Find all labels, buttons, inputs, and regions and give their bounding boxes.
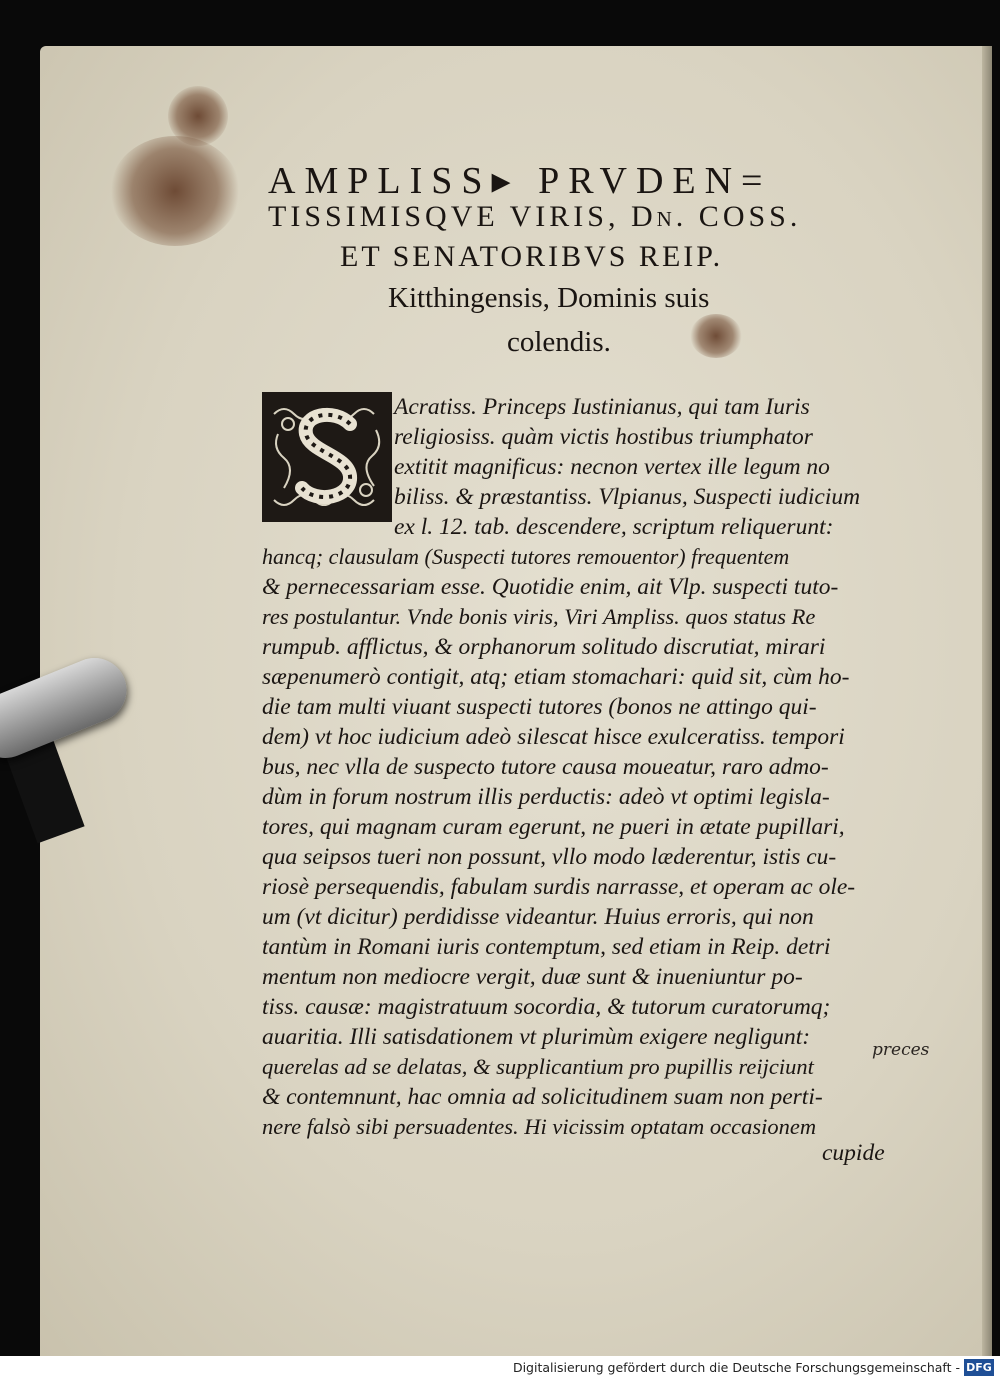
dedication-heading-line-1: AMPLISS▸ PRVDEN= xyxy=(268,160,772,202)
text-line: & contemnunt, hac omnia ad solicitudinem suam non perti- xyxy=(262,1084,823,1110)
text-line: dem) vt hoc iudicium adeò silescat hisce exulceratiss. tempori xyxy=(262,724,845,750)
text-line: qua seipsos tueri non possunt, vllo modo læderentur, istis cu- xyxy=(262,844,837,870)
text-line: mentum non mediocre vergit, duæ sunt & inueniuntur po- xyxy=(262,964,803,990)
text-line: sæpenumerò contigit, atq; etiam stomachari: quid sit, cùm ho- xyxy=(262,664,850,690)
text-line: hancq; clausulam (Suspecti tutores remouentor) frequentem xyxy=(262,544,790,569)
text-line: religiosiss. quàm victis hostibus triumphator xyxy=(394,424,813,450)
text-line: um (vt dicitur) perdidisse videantur. Huius erroris, qui non xyxy=(262,904,814,930)
decorated-initial-s xyxy=(262,392,392,522)
dfg-logo-icon: DFG xyxy=(964,1359,994,1376)
text-line: tiss. causæ: magistratuum socordia, & tutorum curatorumq; xyxy=(262,994,831,1020)
funding-notice: Digitalisierung gefördert durch die Deutsche Forschungsgemeinschaft - xyxy=(512,1360,960,1375)
page-edge xyxy=(982,46,992,1356)
footer-bar xyxy=(0,1356,1000,1379)
dedication-heading-line-4: Kitthingensis, Dominis suis xyxy=(388,282,710,314)
text-line: res postulantur. Vnde bonis viris, Viri Ampliss. quos status Re xyxy=(262,604,816,629)
marginal-annotation: preces xyxy=(872,1040,930,1060)
text-line: die tam multi viuant suspecti tutores (bonos ne attingo qui- xyxy=(262,694,817,720)
text-line: biliss. & præstantiss. Vlpianus, Suspecti iudicium xyxy=(394,484,861,510)
text-line: extitit magnificus: necnon vertex ille legum no xyxy=(394,454,830,480)
text-line: ex l. 12. tab. descendere, scriptum reliquerunt: xyxy=(394,514,834,540)
text-line: dùm in forum nostrum illis perductis: adeò vt optimi legisla- xyxy=(262,784,830,810)
dedication-heading-line-3: ET SENATORIBVS REIP. xyxy=(340,240,724,273)
text-line: & pernecessariam esse. Quotidie enim, ait Vlp. suspecti tuto- xyxy=(262,574,839,600)
text-line: rumpub. afflictus, & orphanorum solitudo discrutiat, mirari xyxy=(262,634,826,660)
text-line: nere falsò sibi persuadentes. Hi vicissim optatam occasionem xyxy=(262,1114,817,1139)
text-line: auaritia. Illi satisdationem vt plurimùm exigere negligunt: xyxy=(262,1024,811,1050)
text-line: Acratiss. Princeps Iustinianus, qui tam Iuris xyxy=(394,394,810,420)
dedication-heading-line-5: colendis. xyxy=(507,326,611,358)
text-line: bus, nec vlla de suspecto tutore causa moueatur, raro admo- xyxy=(262,754,829,780)
ink-stain xyxy=(110,136,240,246)
ink-stain xyxy=(690,314,742,358)
dedication-heading-line-2: TISSIMISQVE VIRIS, Dn. COSS. xyxy=(268,200,802,233)
text-line: tores, qui magnam curam egerunt, ne pueri in ætate pupillari, xyxy=(262,814,845,840)
catchword: cupide xyxy=(822,1140,885,1166)
text-line: tantùm in Romani iuris contemptum, sed etiam in Reip. detri xyxy=(262,934,831,960)
initial-s-ornament-icon xyxy=(264,394,390,520)
text-line: riosè persequendis, fabulam surdis narrasse, et operam ac ole- xyxy=(262,874,856,900)
text-line: querelas ad se delatas, & supplicantium pro pupillis reijciunt xyxy=(262,1054,814,1079)
ink-stain xyxy=(168,86,228,146)
